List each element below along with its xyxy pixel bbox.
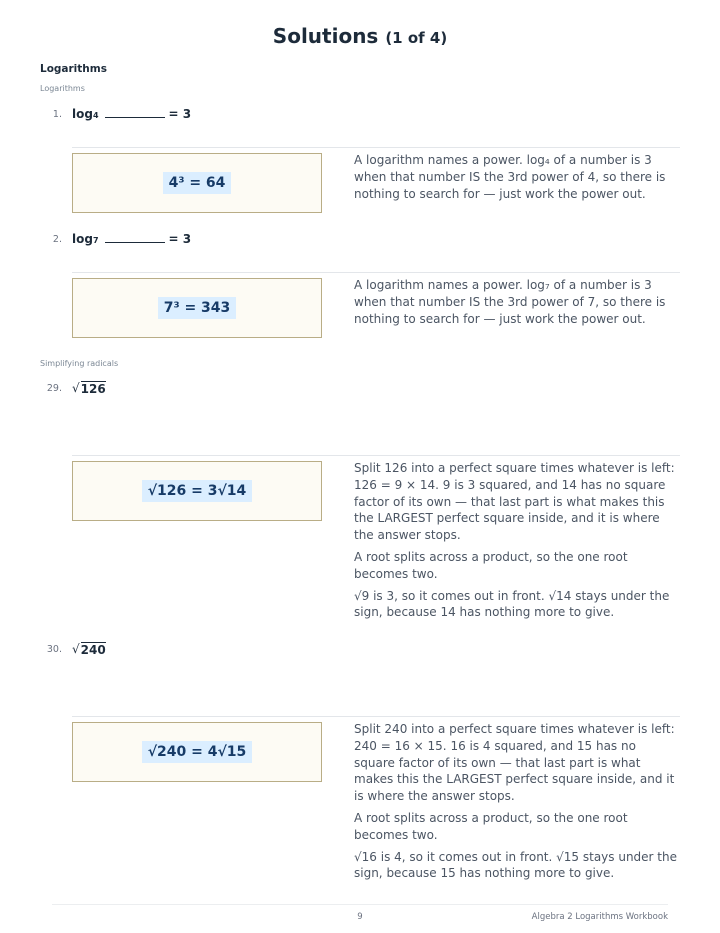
problem-number: 1.: [52, 109, 62, 120]
divider: [72, 272, 680, 273]
explanation-paragraph: √16 is 4, so it comes out in front. √15 stays under the sign, because 15 has nothing more to give.: [354, 849, 677, 881]
answer-blank: [105, 241, 165, 243]
problem-number: 30.: [46, 644, 62, 655]
radical-expression: [72, 642, 106, 657]
log-base: 7: [92, 236, 99, 245]
equation-rhs: = 3: [168, 232, 192, 246]
explanation-paragraph: A logarithm names a power. log₇ of a number is 3 when that number IS the 3rd power of 7, so there is nothing to search for — just work the power out.: [354, 278, 666, 326]
radical-sign: √: [72, 642, 80, 656]
answer-text: √240 = 4√15: [142, 741, 253, 763]
log-prefix: log: [72, 107, 93, 121]
radical-sign: √: [72, 381, 80, 395]
explanation: [354, 152, 680, 207]
explanation-paragraph: √9 is 3, so it comes out in front. √14 stays under the sign, because 14 has nothing more to give.: [354, 588, 670, 620]
explanation-paragraph: A root splits across a product, so the one root becomes two.: [354, 549, 628, 581]
book-title: Algebra 2 Logarithms Workbook: [531, 912, 668, 922]
radicand: 240: [80, 643, 106, 657]
log-prefix: log: [72, 232, 93, 246]
problem-expression: [72, 642, 106, 657]
page-title: [0, 24, 720, 48]
section-heading: Logarithms: [40, 63, 107, 75]
radicand: 126: [80, 382, 106, 396]
answer-blank: [105, 116, 165, 118]
equation-rhs: = 3: [168, 107, 192, 121]
explanation-paragraph: Split 240 into a perfect square times whatever is left: 240 = 16 × 15. 16 is 4 squared, and 15 has no square factor of its own — that last part is what makes this the LARGEST perfect square inside, and it is where the answer stops.: [354, 722, 675, 804]
problem-expression: [72, 107, 191, 121]
explanation-paragraph: A logarithm names a power. log₄ of a number is 3 when that number IS the 3rd power of 4, so there is nothing to search for — just work the power out.: [354, 153, 666, 201]
footer-divider: [52, 904, 668, 905]
page-title-text: Solutions: [272, 24, 379, 48]
answer-text: 7³ = 343: [158, 297, 237, 319]
divider: [72, 716, 680, 717]
divider: [72, 455, 680, 456]
explanation: [354, 721, 680, 887]
answer-box: [72, 153, 322, 213]
answer-box: [72, 278, 322, 338]
page-number: 9: [357, 912, 363, 922]
page-title-part: (1 of 4): [385, 29, 448, 47]
explanation-paragraph: Split 126 into a perfect square times whatever is left: 126 = 9 × 14. 9 is 3 squared, and 14 has no square factor of its own — that last part is what makes this the LARGEST perfect square inside, and it is where the answer stops.: [354, 461, 675, 543]
subsection-label-logarithms: Logarithms: [40, 84, 85, 93]
log-base: 4: [92, 111, 99, 120]
problem-expression: [72, 232, 191, 246]
answer-text: √126 = 3√14: [142, 480, 253, 502]
explanation-paragraph: A root splits across a product, so the one root becomes two.: [354, 810, 628, 842]
problem-number: 29.: [46, 383, 62, 394]
answer-box: [72, 722, 322, 782]
divider: [72, 147, 680, 148]
radical-expression: [72, 381, 106, 396]
explanation: [354, 460, 680, 626]
answer-box: [72, 461, 322, 521]
subsection-label-radicals: Simplifying radicals: [40, 359, 119, 368]
problem-expression: [72, 381, 106, 396]
explanation: [354, 277, 680, 332]
problem-number: 2.: [52, 234, 62, 245]
answer-text: 4³ = 64: [163, 172, 232, 194]
